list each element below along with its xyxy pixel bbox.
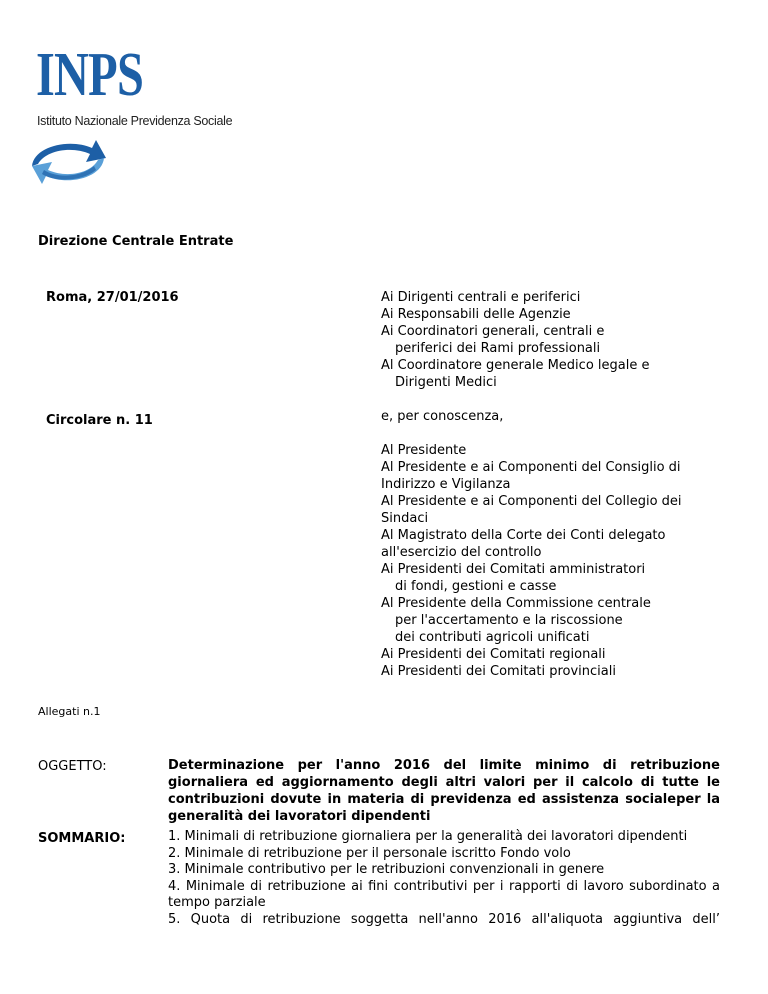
logo-subtitle: Istituto Nazionale Previdenza Sociale	[37, 114, 233, 128]
recipient-line: all'esercizio del controllo	[381, 545, 542, 560]
recipient-line: Al Presidente e ai Componenti del Collegio dei	[381, 494, 682, 509]
recipient-line: Ai Dirigenti centrali e periferici	[381, 290, 581, 305]
recipient-line: periferici dei Rami professionali	[395, 341, 601, 356]
recipient-line: e, per conoscenza,	[381, 409, 504, 424]
recipient-line: Ai Responsabili delle Agenzie	[381, 307, 571, 322]
recipient-line: Sindaci	[381, 511, 429, 526]
summary-item: 2. Minimale di retribuzione per il personale iscritto Fondo volo	[168, 845, 571, 861]
recipient-line: Dirigenti Medici	[395, 375, 497, 390]
recipient-line: Al Magistrato della Corte dei Conti delegato	[381, 528, 666, 543]
spacer	[381, 391, 741, 408]
summary-item: 4. Minimale di retribuzione ai fini contributivi per i rapporti di lavoro subordinato a tempo parziale	[168, 878, 720, 910]
recipient-line: Al Coordinatore generale Medico legale e	[381, 358, 650, 373]
logo-arrows-icon	[26, 132, 112, 190]
recipient-line: Ai Presidenti dei Comitati regionali	[381, 647, 606, 662]
logo-wordmark: INPS	[36, 41, 144, 109]
summary-item: 1. Minimali di retribuzione giornaliera per la generalità dei lavoratori dipendenti	[168, 829, 688, 844]
attachments-count: Allegati n.1	[38, 705, 101, 718]
recipient-line: dei contributi agricoli unificati	[395, 630, 590, 645]
recipient-line: Ai Presidenti dei Comitati provinciali	[381, 664, 616, 679]
circular-number: Circolare n. 11	[46, 413, 153, 428]
recipient-line: Ai Presidenti dei Comitati amministratori	[381, 562, 646, 577]
recipient-line: Al Presidente e ai Componenti del Consiglio di	[381, 460, 681, 475]
recipient-line: Ai Coordinatori generali, centrali e	[381, 324, 605, 339]
spacer	[381, 425, 741, 442]
recipient-line: per l'accertamento e la riscossione	[395, 613, 623, 628]
recipient-line: Al Presidente	[381, 443, 467, 458]
recipient-line: Indirizzo e Vigilanza	[381, 477, 511, 492]
date-line: Roma, 27/01/2016	[46, 290, 179, 305]
summary-label: SOMMARIO:	[38, 831, 126, 846]
summary-item: 5. Quota di retribuzione soggetta nell'anno 2016 all'aliquota aggiuntiva dell’	[168, 911, 720, 927]
recipient-line: Al Presidente della Commissione centrale	[381, 596, 651, 611]
recipient-line: di fondi, gestioni e casse	[395, 579, 557, 594]
subject-text: Determinazione per l'anno 2016 del limite minimo di retribuzione giornaliera ed aggiornamento degli altri valori per il calcolo di tutte le contribuzioni dovute in materia di previdenza ed assistenza socialeper la generalità dei lavoratori dipendenti	[168, 758, 720, 824]
summary-item: 3. Minimale contributivo per le retribuzioni convenzionali in genere	[168, 862, 605, 877]
subject-label: OGGETTO:	[38, 759, 107, 774]
summary-list	[168, 829, 720, 929]
department-heading: Direzione Centrale Entrate	[38, 234, 234, 249]
recipients-list	[381, 289, 741, 680]
